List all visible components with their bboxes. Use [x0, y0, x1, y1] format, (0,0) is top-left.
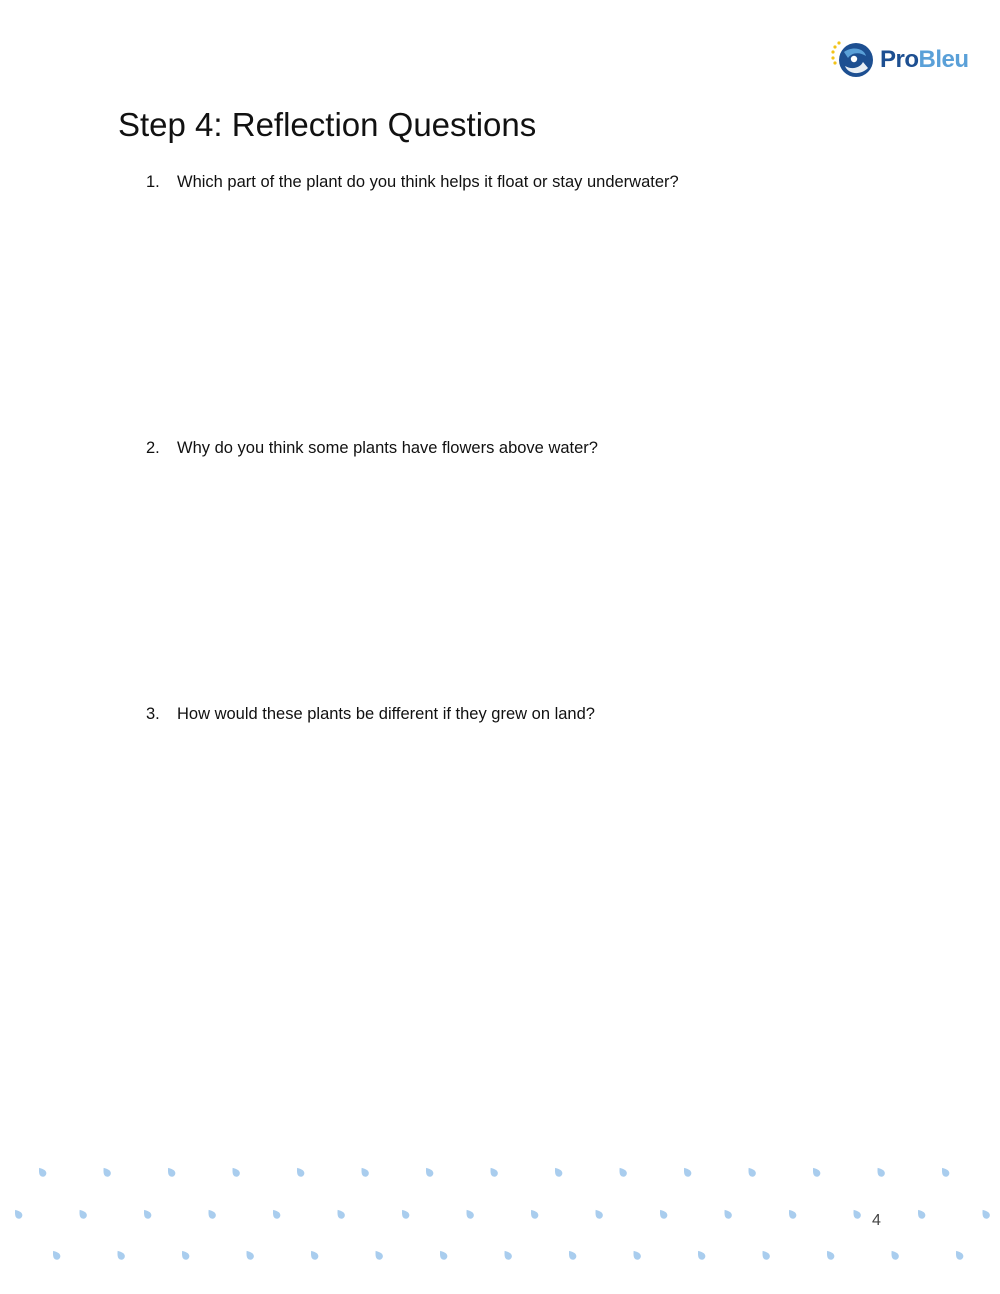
probleu-emblem-icon	[830, 38, 876, 82]
droplet-icon	[165, 1166, 176, 1178]
droplet-icon	[760, 1249, 771, 1261]
droplet-icon	[786, 1208, 797, 1220]
page-title: Step 4: Reflection Questions	[118, 106, 537, 143]
question-number: 1.	[146, 173, 160, 191]
droplet-icon	[889, 1249, 900, 1261]
droplet-icon	[528, 1208, 539, 1220]
question-1	[146, 173, 679, 193]
droplet-pattern-decoration	[0, 1150, 1000, 1280]
droplet-icon	[464, 1208, 475, 1220]
droplet-icon	[810, 1166, 821, 1178]
droplet-icon	[681, 1166, 692, 1178]
droplet-icon	[437, 1249, 448, 1261]
question-text: How would these plants be different if they grew on land?	[177, 705, 595, 723]
droplet-icon	[423, 1166, 434, 1178]
droplet-icon	[980, 1208, 991, 1220]
droplet-icon	[552, 1166, 563, 1178]
droplet-icon	[141, 1208, 152, 1220]
droplet-icon	[77, 1208, 88, 1220]
logo-text-bleu: Bleu	[918, 46, 969, 73]
droplet-icon	[270, 1208, 281, 1220]
logo-wordmark	[880, 48, 969, 72]
droplet-icon	[308, 1249, 319, 1261]
probleu-logo	[830, 38, 980, 82]
question-2	[146, 439, 598, 459]
droplet-icon	[939, 1166, 950, 1178]
droplet-icon	[915, 1208, 926, 1220]
droplet-icon	[657, 1208, 668, 1220]
droplet-icon	[722, 1208, 733, 1220]
page-number: 4	[872, 1212, 881, 1229]
question-number: 3.	[146, 705, 160, 723]
droplet-icon	[502, 1249, 513, 1261]
question-3	[146, 705, 595, 725]
droplet-icon	[335, 1208, 346, 1220]
droplet-icon	[50, 1249, 61, 1261]
droplet-icon	[617, 1166, 628, 1178]
droplet-icon	[488, 1166, 499, 1178]
droplet-icon	[631, 1249, 642, 1261]
droplet-icon	[875, 1166, 886, 1178]
droplet-icon	[101, 1166, 112, 1178]
droplet-icon	[359, 1166, 370, 1178]
droplet-icon	[244, 1249, 255, 1261]
question-number: 2.	[146, 439, 160, 457]
droplet-icon	[36, 1166, 47, 1178]
droplet-icon	[206, 1208, 217, 1220]
question-text: Which part of the plant do you think helps it float or stay underwater?	[177, 173, 679, 191]
droplet-icon	[953, 1249, 964, 1261]
droplet-icon	[851, 1208, 862, 1220]
logo-text-pro: Pro	[880, 46, 919, 73]
droplet-icon	[399, 1208, 410, 1220]
droplet-icon	[746, 1166, 757, 1178]
droplet-icon	[824, 1249, 835, 1261]
droplet-icon	[230, 1166, 241, 1178]
question-text: Why do you think some plants have flowers above water?	[177, 439, 598, 457]
droplet-icon	[566, 1249, 577, 1261]
droplet-icon	[373, 1249, 384, 1261]
droplet-icon	[115, 1249, 126, 1261]
droplet-icon	[695, 1249, 706, 1261]
droplet-icon	[12, 1208, 23, 1220]
droplet-icon	[294, 1166, 305, 1178]
droplet-icon	[179, 1249, 190, 1261]
droplet-icon	[593, 1208, 604, 1220]
